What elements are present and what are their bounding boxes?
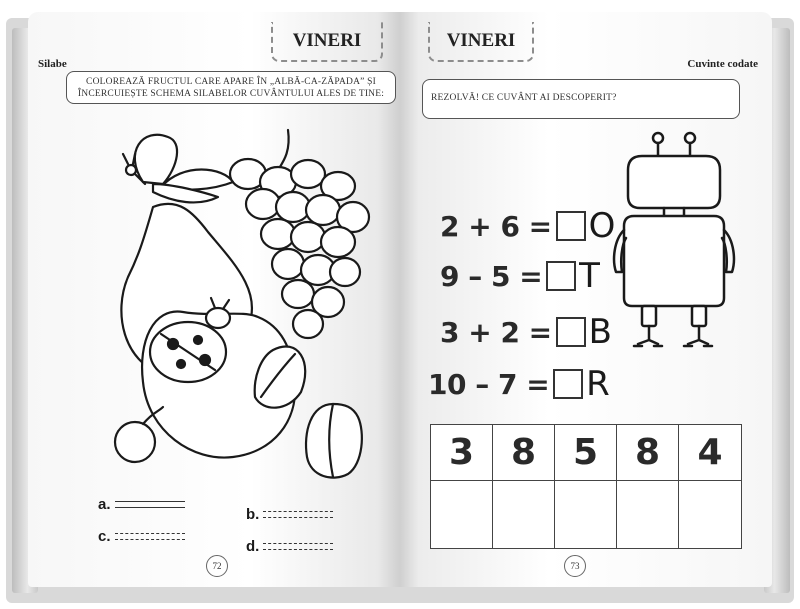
instruction-box-left <box>66 71 396 104</box>
equation-letter-1: O <box>588 206 616 246</box>
answer-line-d[interactable] <box>263 541 333 553</box>
equation-expr-4: 10 – 7 = <box>428 367 550 401</box>
page-number-left: 72 <box>206 555 228 577</box>
left-page <box>28 12 400 587</box>
equation-expr-1: 2 + 6 = <box>440 209 552 243</box>
robot-icon <box>612 130 742 360</box>
code-digit-cell: 4 <box>679 425 741 481</box>
code-table <box>430 424 742 549</box>
equation-row-4 <box>428 364 610 404</box>
code-digit-cell: 8 <box>617 425 679 481</box>
answer-row-c <box>98 528 185 545</box>
answer-row-a <box>98 496 185 513</box>
page-number-right: 73 <box>564 555 586 577</box>
right-page <box>400 12 772 587</box>
plum-icon <box>306 404 362 478</box>
day-tab-left: VINERI <box>271 22 383 62</box>
fruit-illustration <box>83 112 383 492</box>
section-label-right: Cuvinte codate <box>687 58 758 70</box>
answer-line-a[interactable] <box>115 499 185 511</box>
answer-line-c[interactable] <box>115 531 185 543</box>
answer-label-b: b. <box>246 506 260 523</box>
answer-line-b[interactable] <box>263 509 333 521</box>
code-digit-cell: 3 <box>431 425 493 481</box>
equation-expr-2: 9 – 5 = <box>440 259 543 293</box>
code-letter-cell[interactable] <box>679 481 741 548</box>
equation-letter-2: T <box>579 256 600 296</box>
equation-row-1 <box>440 206 615 246</box>
equation-expr-3: 3 + 2 = <box>440 315 552 349</box>
equation-row-2 <box>440 256 600 296</box>
answer-row-b <box>246 506 333 523</box>
equation-letter-3: B <box>588 312 612 352</box>
code-letter-cell[interactable] <box>493 481 555 548</box>
answer-box-2[interactable] <box>546 261 576 291</box>
code-letter-cell[interactable] <box>555 481 617 548</box>
grapes-icon <box>278 130 289 170</box>
answer-box-4[interactable] <box>553 369 583 399</box>
answer-box-3[interactable] <box>556 317 586 347</box>
code-digit-cell: 8 <box>493 425 555 481</box>
instruction-line-2: ÎNCERCUIEȘTE SCHEMA SILABELOR CUVÂNTULUI ALES DE TINE: <box>77 89 385 99</box>
day-tab-right: VINERI <box>428 22 534 62</box>
instruction-line-1: COLOREAZĂ FRUCTUL CARE APARE ÎN „ALBĂ-CA-ZĂPADA” ȘI <box>86 77 376 87</box>
code-letter-cell[interactable] <box>617 481 679 548</box>
section-label-left: Silabe <box>38 58 67 70</box>
equation-letter-4: R <box>586 364 610 404</box>
instruction-box-right <box>422 79 740 119</box>
code-letter-cell[interactable] <box>431 481 493 548</box>
answer-box-1[interactable] <box>556 211 586 241</box>
answer-row-d <box>246 538 333 555</box>
answer-label-a: a. <box>98 496 111 513</box>
answer-label-d: d. <box>246 538 260 555</box>
instruction-text-right: REZOLVĂ! CE CUVÂNT AI DESCOPERIT? <box>431 93 617 103</box>
answer-label-c: c. <box>98 528 111 545</box>
code-digit-cell: 5 <box>555 425 617 481</box>
butterfly-icon <box>123 135 233 203</box>
equation-row-3 <box>440 312 612 352</box>
